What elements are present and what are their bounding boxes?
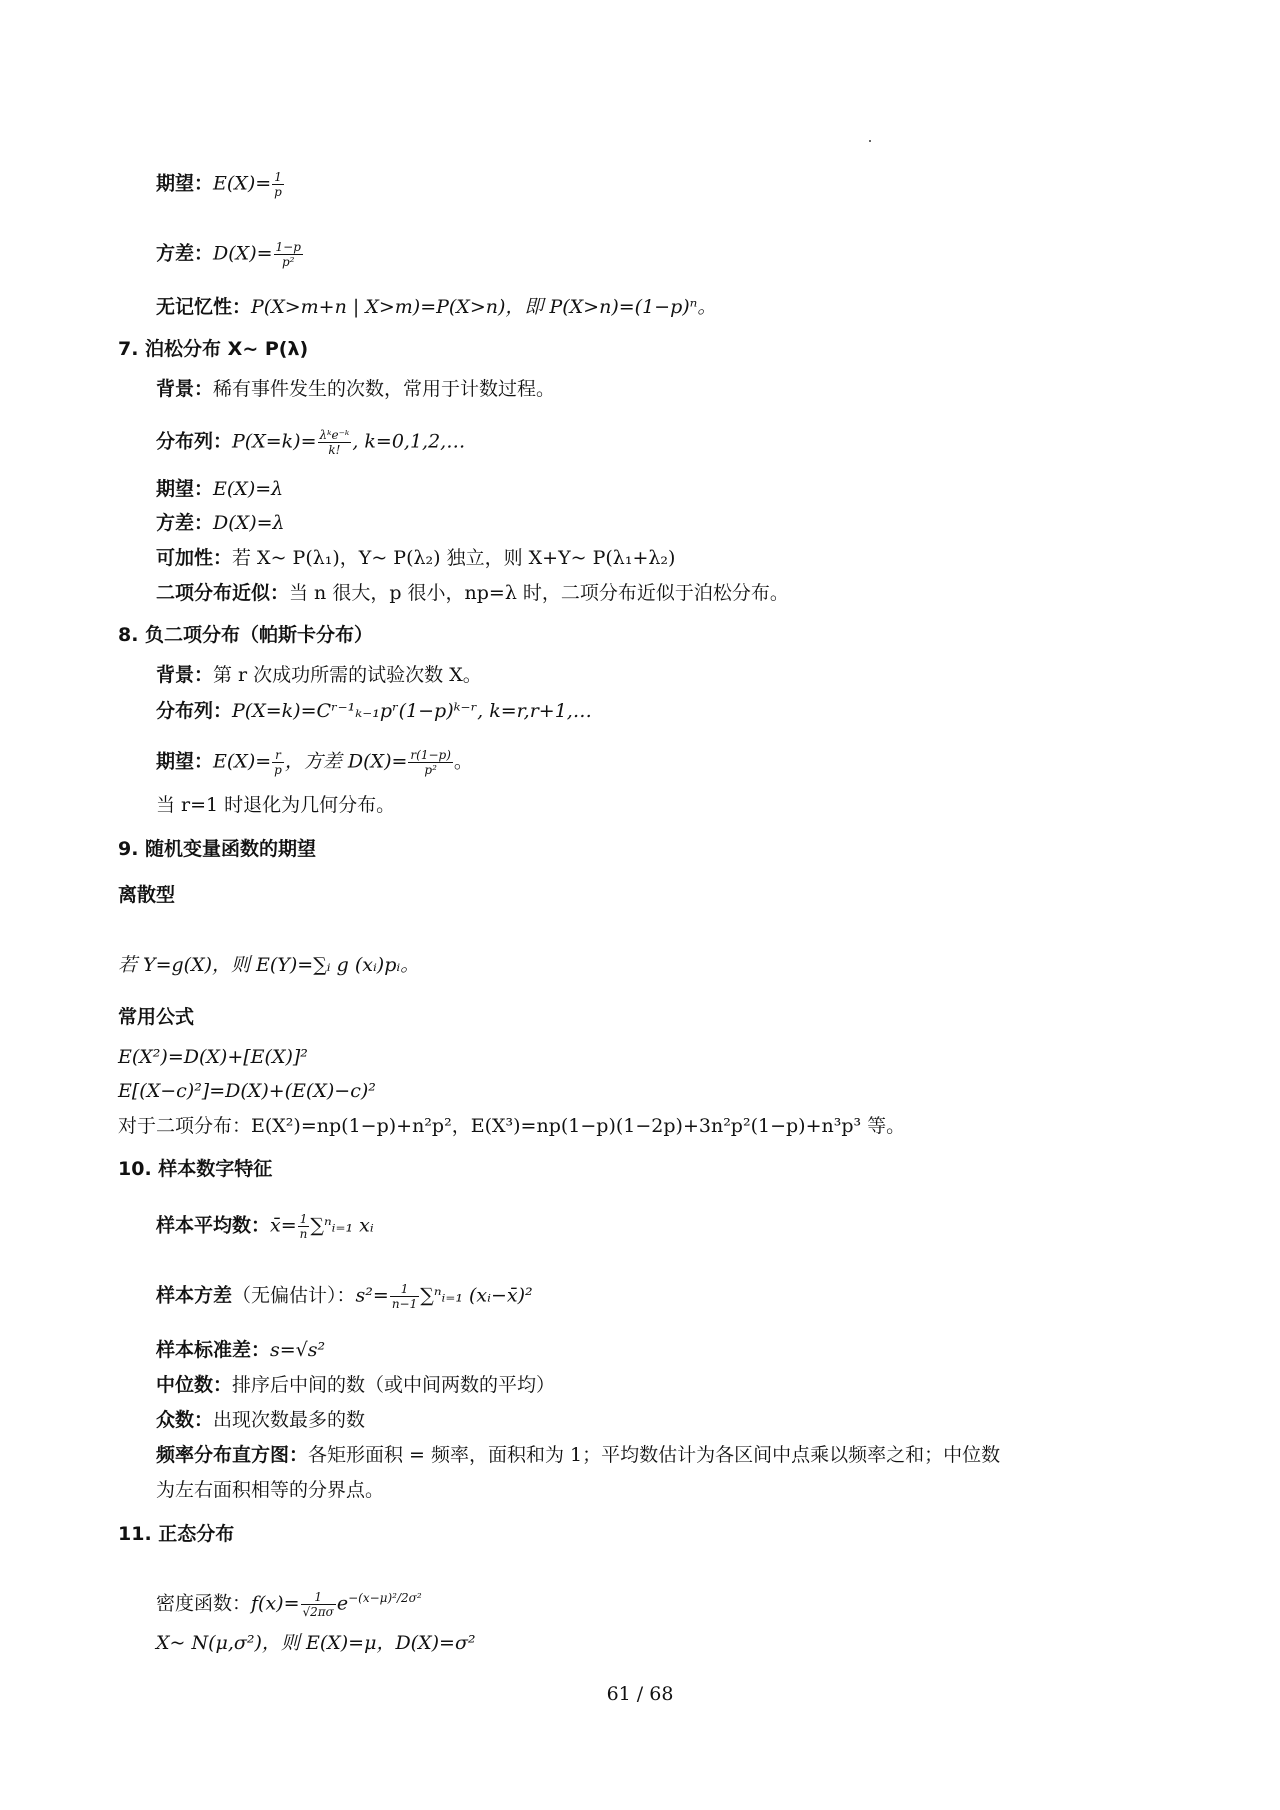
fraction: $\frac{r}{p}$ bbox=[274, 748, 282, 777]
negbin-expectation-line: 期望：E(X)= $\frac{r}{p}$ ，方差 D(X)= $\frac{r(1-p)}{\text{p²}}$ 。 bbox=[156, 748, 473, 777]
sample-sd-line: 样本标准差：s=√s² bbox=[156, 1339, 326, 1361]
discrete-formula-line: 若 Y=g(X)，则 E(Y)=∑ᵢ g (xᵢ)pᵢ。 bbox=[118, 954, 420, 976]
subheading-discrete: 离散型 bbox=[118, 884, 176, 906]
negbin-degenerate-line: 当 r=1 时退化为几何分布。 bbox=[156, 794, 396, 816]
fraction: $\frac{1}{√2\pi\sigma}$ bbox=[302, 1589, 334, 1619]
section-heading-function-expectation: 9. 随机变量函数的期望 bbox=[118, 838, 317, 860]
sample-mean-line: 样本平均数：x̄= $\frac{1}{n}$ ∑ⁿᵢ₌₁ xᵢ bbox=[156, 1212, 374, 1241]
poisson-background-line: 背景：稀有事件发生的次数，常用于计数过程。 bbox=[156, 378, 556, 400]
mode-line: 众数：出现次数最多的数 bbox=[156, 1409, 366, 1431]
normal-density-line: 密度函数：f(x)= $\frac{1}{√2\pi\sigma}$ $e^{-(x-\mu)^2/2\sigma^2}$ bbox=[156, 1589, 422, 1619]
common-formula-3: 对于二项分布：E(X²)=np(1−p)+n²p²，E(X³)=np(1−p)(1−2p)+3n²p²(1−p)+n³p³ 等。 bbox=[118, 1115, 906, 1137]
histogram-line-1: 频率分布直方图：各矩形面积 = 频率，面积和为 1；平均数估计为各区间中点乘以频率之和；中位数 bbox=[156, 1444, 1001, 1466]
poisson-variance-line: 方差：D(X)=λ bbox=[156, 512, 285, 534]
geo-memoryless-line: 无记忆性：P(X>m+n | X>m)=P(X>n)，即 P(X>n)=(1−p)ⁿ。 bbox=[156, 296, 717, 318]
poisson-expectation-line: 期望：E(X)=λ bbox=[156, 478, 284, 500]
common-formula-2: E[(X−c)²]=D(X)+(E(X)−c)² bbox=[118, 1080, 376, 1102]
section-heading-sample-stats: 10. 样本数字特征 bbox=[118, 1158, 273, 1180]
fraction: $\frac{1}{n}$ bbox=[299, 1212, 308, 1241]
fraction: $\frac{1}{n-1}$ bbox=[391, 1282, 418, 1311]
histogram-line-2: 为左右面积相等的分界点。 bbox=[156, 1479, 385, 1501]
poisson-additivity-line: 可加性：若 X~ P(λ₁)，Y~ P(λ₂) 独立，则 X+Y~ P(λ₁+λ₂) bbox=[156, 547, 676, 569]
sample-variance-line: 样本方差（无偏估计）：s²= $\frac{1}{n-1}$ ∑ⁿᵢ₌₁ (xᵢ−x̄)² bbox=[156, 1282, 533, 1311]
median-line: 中位数：排序后中间的数（或中间两数的平均） bbox=[156, 1374, 556, 1396]
fraction: $\frac{1}{p}$ bbox=[274, 170, 282, 199]
fraction: $\frac{1-p}{\text{p²}}$ bbox=[275, 240, 301, 269]
poisson-approximation-line: 二项分布近似：当 n 很大，p 很小，np=λ 时，二项分布近似于泊松分布。 bbox=[156, 582, 789, 604]
section-heading-poisson: 7. 泊松分布 X~ P(λ) bbox=[118, 338, 309, 360]
common-formula-1: E(X²)=D(X)+[E(X)]² bbox=[118, 1046, 308, 1068]
geo-variance-line: 方差：D(X)= $\frac{1-p}{\text{p²}}$ bbox=[156, 240, 301, 269]
poisson-distribution-line: 分布列：P(X=k)= $\frac{\text{λᵏe⁻ᵏ}}{k!}$ , k=0,1,2,… bbox=[156, 428, 466, 457]
negbin-distribution-line: 分布列：P(X=k)=Cʳ⁻¹ₖ₋₁pʳ(1−p)ᵏ⁻ʳ, k=r,r+1,… bbox=[156, 700, 592, 722]
section-heading-normal: 11. 正态分布 bbox=[118, 1523, 235, 1545]
page-number: 61 / 68 bbox=[606, 1683, 674, 1705]
geo-expectation-line: 期望：E(X)= $\frac{1}{p}$ bbox=[156, 170, 282, 199]
fraction: $\frac{r(1-p)}{\text{p²}}$ bbox=[410, 748, 451, 777]
section-heading-negative-binomial: 8. 负二项分布（帕斯卡分布） bbox=[118, 624, 374, 646]
mark-dot bbox=[869, 140, 871, 142]
negbin-background-line: 背景：第 r 次成功所需的试验次数 X。 bbox=[156, 664, 482, 686]
normal-params-line: X~ N(μ,σ²)，则 E(X)=μ，D(X)=σ² bbox=[156, 1632, 476, 1654]
fraction: $\frac{\text{λᵏe⁻ᵏ}}{k!}$ bbox=[319, 428, 350, 457]
subheading-common-formulas: 常用公式 bbox=[118, 1006, 195, 1028]
